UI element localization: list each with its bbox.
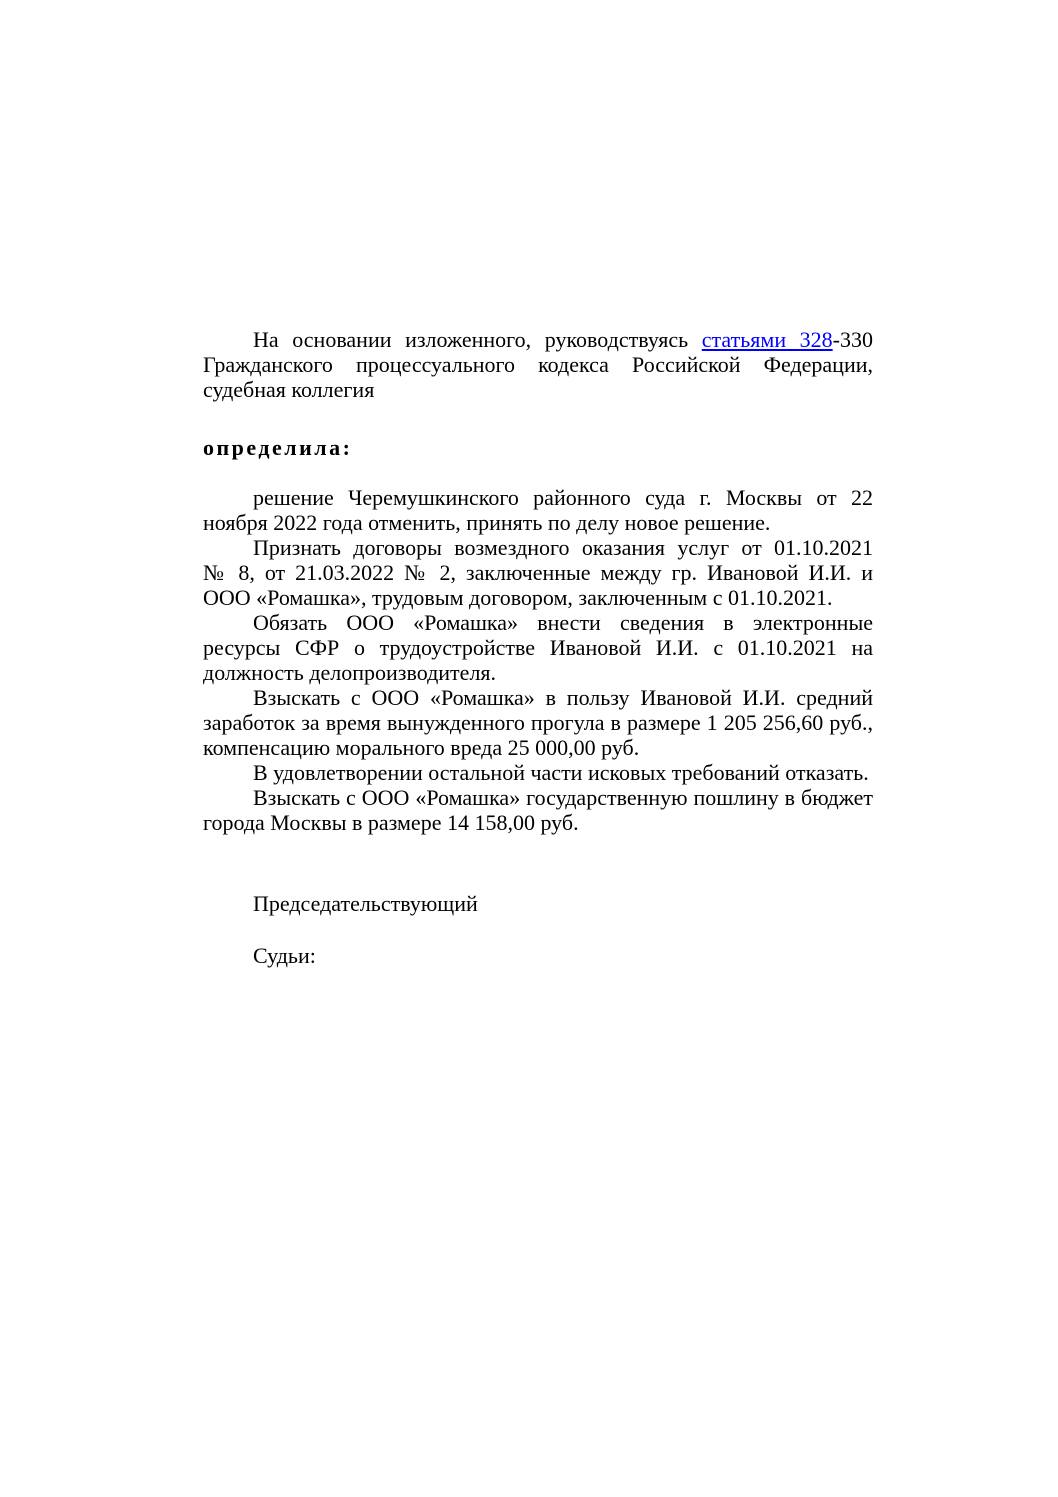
ruling-paragraph-1: решение Черемушкинского районного суда г. Москвы от 22 ноября 2022 года отменить, принять по делу новое решение. <box>203 485 873 535</box>
signature-judges-label: Судьи: <box>253 943 316 968</box>
ruling-paragraph-3: Обязать ООО «Ромашка» внести сведения в электронные ресурсы СФР о трудоустройстве Ивановой И.И. с 01.10.2021 на должность делопроизводителя. <box>203 610 873 685</box>
ruling-paragraph-6: Взыскать с ООО «Ромашка» государственную пошлину в бюджет города Москвы в размере 14 158,00 руб. <box>203 785 873 835</box>
document-body <box>203 327 873 968</box>
ruling-heading: определила: <box>203 435 353 460</box>
ruling-paragraph-4: Взыскать с ООО «Ромашка» в пользу Ивановой И.И. средний заработок за время вынужденного прогула в размере 1 205 256,60 руб., компенсацию морального вреда 25 000,00 руб. <box>203 685 873 760</box>
intro-paragraph <box>203 327 873 402</box>
intro-text-before-link: На основании изложенного, руководствуясь <box>253 327 702 352</box>
ruling-paragraph-5: В удовлетворении остальной части исковых требований отказать. <box>253 760 869 785</box>
intro-text-after-link: -330 Гражданского процессуального кодекса Российской Федерации, судебная коллегия <box>203 327 873 402</box>
statute-328-link[interactable]: статьями 328 <box>701 327 833 352</box>
signature-chairman-label: Председательствующий <box>253 891 478 916</box>
ruling-paragraph-2: Признать договоры возмездного оказания услуг от 01.10.2021 № 8, от 21.03.2022 № 2, заключенные между гр. Ивановой И.И. и ООО «Ромашка», трудовым договором, заключенным с 01.10.2021. <box>203 535 873 610</box>
